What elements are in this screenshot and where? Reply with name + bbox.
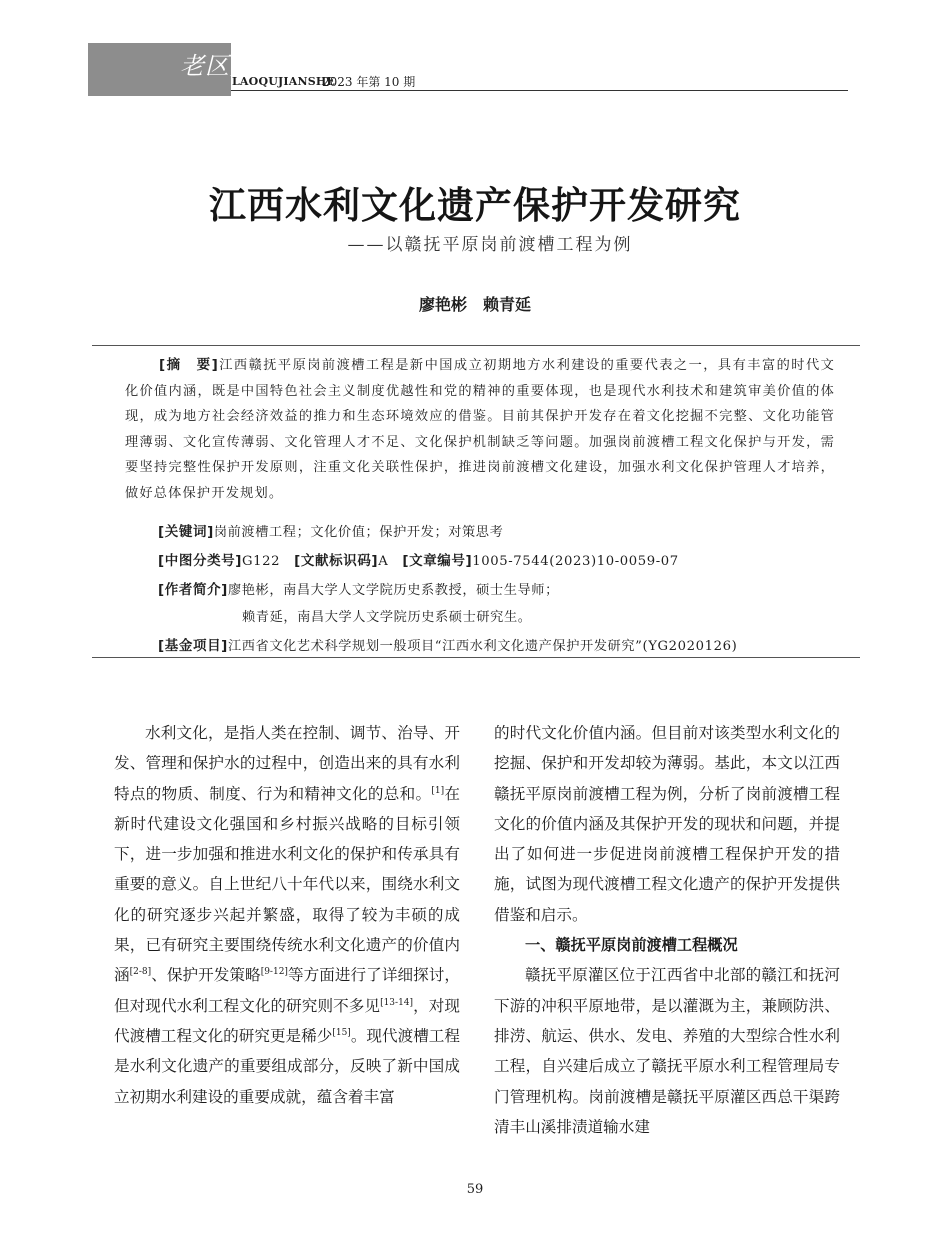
- citation: [2-8]: [129, 967, 152, 978]
- abstract-label: [摘 要]: [159, 357, 219, 373]
- body-paragraph-continued: 的时代文化价值内涵。但目前对该类型水利文化的挖掘、保护和开发却较为薄弱。基此，本文以江西赣抚平原岗前渡槽工程为例，分析了岗前渡槽工程文化的价值内涵及其保护开发的现状和问题，并提出了如何进一步促进岗前渡槽工程保护开发的措施，试图为现代渡槽工程文化遗产的保护开发提供借鉴和启示。: [494, 724, 840, 924]
- citation: [1]: [431, 785, 445, 796]
- section-heading: 一、赣抚平原岗前渡槽工程概况: [525, 936, 738, 955]
- author-intro-line-2: [242, 606, 532, 625]
- classification-line: [158, 549, 679, 569]
- abstract: [125, 353, 835, 506]
- keywords-line: [158, 520, 503, 540]
- article-title: 江西水利文化遗产保护开发研究: [209, 184, 741, 227]
- body-text: 、保护开发策略: [151, 966, 261, 985]
- article-number-value: 1005-7544(2023)10-0059-07: [472, 554, 679, 569]
- body-text: 。现代渡槽工程是水利文化遗产的重要组成部分，反映了新中国成立初期水利建设的重要成就，蕴含着丰富: [114, 1026, 460, 1106]
- abstract-text: 江西赣抚平原岗前渡槽工程是新中国成立初期地方水利建设的重要代表之一，具有丰富的时代文化价值内涵，既是中国特色社会主义制度优越性和党的精神的重要体现，也是现代水利技术和建筑审美价值的体现，成为地方社会经济效益的推力和生态环境效应的借鉴。目前其保护开发存在着文化挖掘不完整、文化功能管理薄弱、文化宣传薄弱、文化管理人才不足、文化保护机制缺乏等问题。加强岗前渡槽工程文化保护与开发，需要坚持完整性保护开发原则，注重文化关联性保护，推进岗前渡槽文化建设，加强水利文化保护管理人才培养，做好总体保护开发规划。: [125, 358, 835, 501]
- header-rule: [231, 90, 848, 91]
- fund-value: 江西省文化艺术科学规划一般项目“江西水利文化遗产保护开发研究”(YG2020126): [227, 639, 738, 654]
- journal-name: LAOQUJIANSHE: [232, 75, 336, 88]
- body-paragraph: [114, 718, 460, 1112]
- journal-issue: 2023 年第 10 期: [322, 75, 416, 89]
- body-text: 等方面进行了详细探讨，但对现代水利工程文化的研究则不多见: [114, 966, 460, 1015]
- abstract-top-rule: [92, 345, 860, 346]
- doc-code-label: [文献标识码]: [294, 553, 379, 569]
- body-text: 在新时代建设文化强国和乡村振兴战略的目标引领下，进一步加强和推进水利文化的保护和传承具有重要的意义。自上世纪八十年代以来，围绕水利文化的研究逐步兴起并繁盛，取得了较为丰硕的成果，已有研究主要围绕传统水利文化遗产的价值内涵: [114, 784, 460, 985]
- fund-label: [基金项目]: [158, 638, 228, 654]
- body-left-column: [114, 718, 460, 1112]
- article-subtitle: ——以赣抚平原岗前渡槽工程为例: [347, 235, 633, 255]
- author-intro-2: 赖青延，南昌大学人文学院历史系硕士研究生。: [242, 610, 532, 625]
- citation: [13-14]: [380, 997, 414, 1008]
- article-authors: 廖艳彬 赖青延: [418, 295, 531, 314]
- journal-logo: 老区建设: [180, 52, 280, 80]
- author-intro-1: 廖艳彬，南昌大学人文学院历史系教授，硕士生导师；: [227, 583, 559, 598]
- author-intro-line: [158, 578, 559, 598]
- citation: [9-12]: [260, 967, 288, 978]
- clc-value: G122: [242, 554, 281, 569]
- body-right-column: [494, 718, 840, 1142]
- clc-label: [中图分类号]: [158, 553, 243, 569]
- fund-line: [158, 634, 737, 654]
- doc-code-value: A: [378, 554, 389, 569]
- body-text: ，对现代渡槽工程文化的研究更是稀少: [114, 996, 460, 1045]
- page-number: 59: [466, 1182, 484, 1197]
- body-text: 水利文化，是指人类在控制、调节、治导、开发、管理和保护水的过程中，创造出来的具有水利特点的物质、制度、行为和精神文化的总和。: [114, 724, 460, 803]
- article-number-label: [文章编号]: [402, 553, 473, 569]
- author-intro-label: [作者简介]: [158, 582, 228, 598]
- body-paragraph: 赣抚平原灌区位于江西省中北部的赣江和抚河下游的冲积平原地带，是以灌溉为主，兼顾防洪、排涝、航运、供水、发电、养殖的大型综合性水利工程，自兴建后成立了赣抚平原水利工程管理局专门管理机构。岗前渡槽是赣抚平原灌区西总干渠跨清丰山溪排渍道输水建: [494, 966, 840, 1136]
- keywords-label: [关键词]: [158, 524, 214, 540]
- abstract-bottom-rule: [92, 657, 860, 658]
- keywords: 岗前渡槽工程；文化价值；保护开发；对策思考: [213, 525, 504, 540]
- citation: [15]: [332, 1027, 351, 1038]
